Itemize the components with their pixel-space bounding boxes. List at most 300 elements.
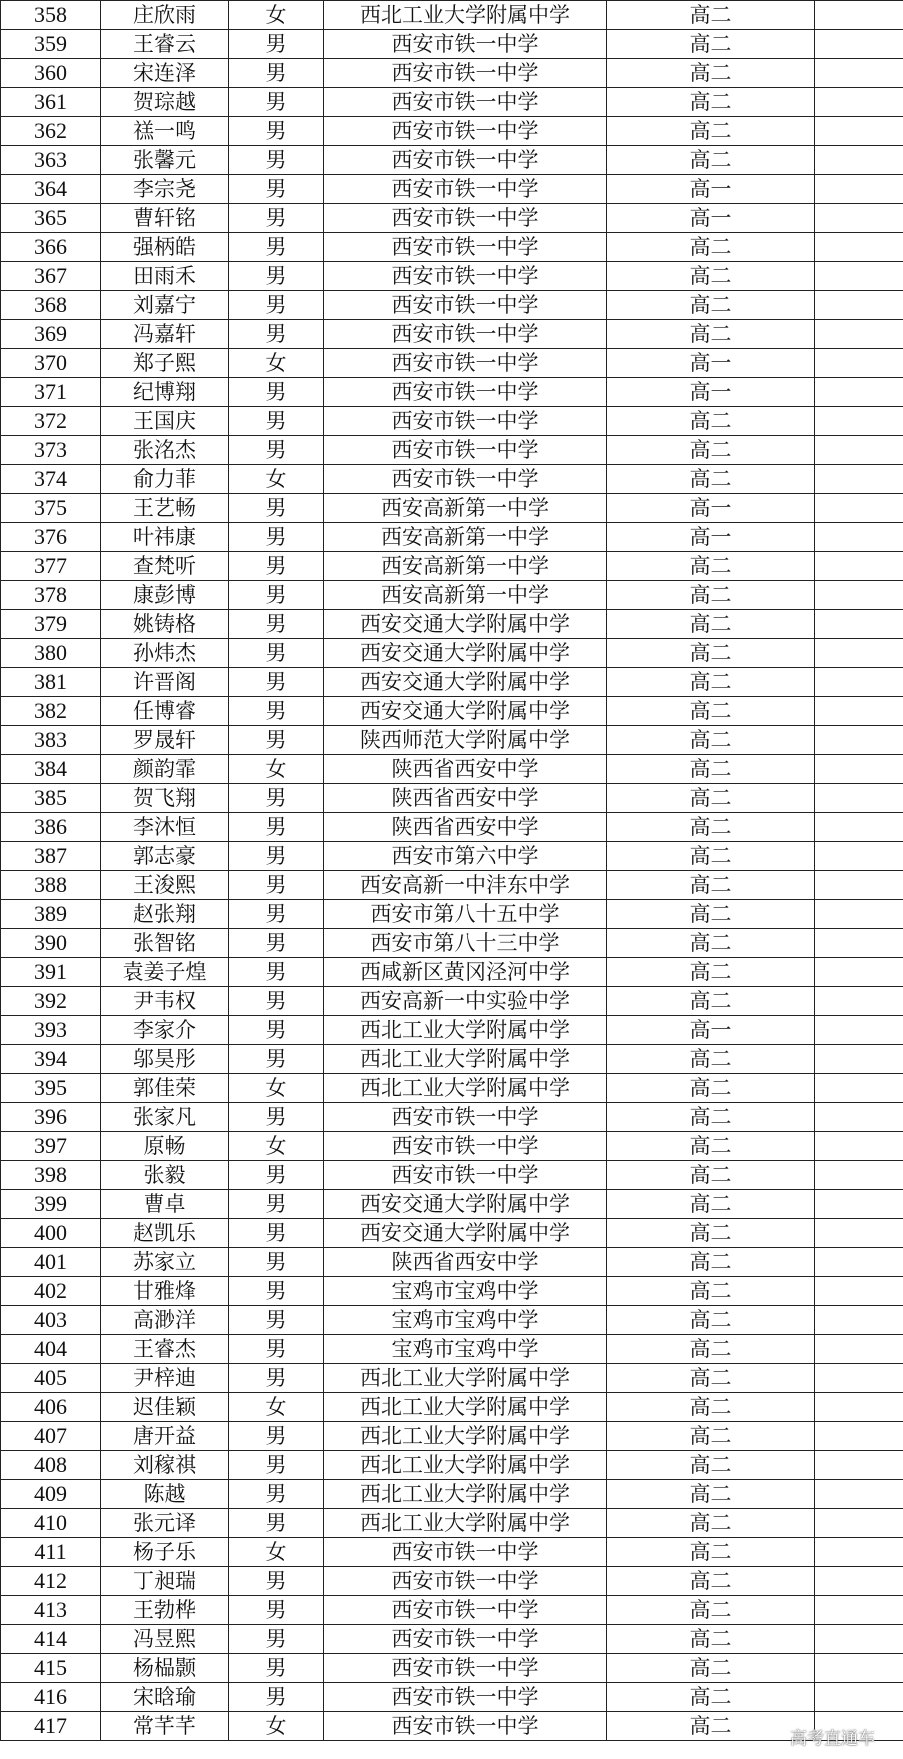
table-row — [1, 436, 903, 465]
cell-grade: 高二 — [607, 929, 815, 958]
cell-blank — [815, 813, 903, 842]
cell-blank — [815, 523, 903, 552]
cell-name: 宋晗瑜 — [101, 1683, 229, 1712]
cell-gender: 男 — [229, 1248, 324, 1277]
cell-gender: 男 — [229, 436, 324, 465]
cell-gender: 男 — [229, 697, 324, 726]
cell-name: 李宗尧 — [101, 175, 229, 204]
cell-name: 曹轩铭 — [101, 204, 229, 233]
table-row — [1, 1219, 903, 1248]
cell-gender: 男 — [229, 1567, 324, 1596]
cell-school: 西咸新区黄冈泾河中学 — [324, 958, 607, 987]
table-row — [1, 813, 903, 842]
cell-blank — [815, 1596, 903, 1625]
cell-number: 359 — [1, 30, 101, 59]
cell-grade: 高二 — [607, 900, 815, 929]
cell-number: 378 — [1, 581, 101, 610]
cell-gender: 男 — [229, 900, 324, 929]
cell-grade: 高二 — [607, 1422, 815, 1451]
cell-number: 395 — [1, 1074, 101, 1103]
cell-school: 西安市铁一中学 — [324, 1654, 607, 1683]
cell-blank — [815, 697, 903, 726]
cell-school: 西安市铁一中学 — [324, 1683, 607, 1712]
cell-blank — [815, 1683, 903, 1712]
cell-school: 西安高新一中沣东中学 — [324, 871, 607, 900]
table-row — [1, 291, 903, 320]
cell-grade: 高二 — [607, 117, 815, 146]
cell-blank — [815, 1567, 903, 1596]
watermark-text: 高考直通车 — [790, 1729, 875, 1749]
cell-gender: 男 — [229, 1277, 324, 1306]
cell-school: 西安交通大学附属中学 — [324, 610, 607, 639]
table-row — [1, 1625, 903, 1654]
cell-blank — [815, 610, 903, 639]
table-row — [1, 871, 903, 900]
cell-number: 380 — [1, 639, 101, 668]
cell-blank — [815, 726, 903, 755]
cell-number: 390 — [1, 929, 101, 958]
cell-name: 曹卓 — [101, 1190, 229, 1219]
cell-blank — [815, 1422, 903, 1451]
cell-number: 396 — [1, 1103, 101, 1132]
table-row — [1, 1451, 903, 1480]
cell-blank — [815, 117, 903, 146]
cell-name: 李家介 — [101, 1016, 229, 1045]
table-row — [1, 1016, 903, 1045]
cell-grade: 高二 — [607, 146, 815, 175]
cell-gender: 男 — [229, 581, 324, 610]
table-row — [1, 639, 903, 668]
table-row — [1, 668, 903, 697]
table-row — [1, 1654, 903, 1683]
cell-blank — [815, 233, 903, 262]
cell-school: 西北工业大学附属中学 — [324, 1451, 607, 1480]
cell-blank — [815, 291, 903, 320]
cell-grade: 高二 — [607, 1103, 815, 1132]
cell-school: 西安交通大学附属中学 — [324, 697, 607, 726]
cell-name: 颜韵霏 — [101, 755, 229, 784]
table-row — [1, 465, 903, 494]
cell-name: 强柄皓 — [101, 233, 229, 262]
cell-name: 张馨元 — [101, 146, 229, 175]
cell-name: 刘嘉宁 — [101, 291, 229, 320]
cell-school: 西北工业大学附属中学 — [324, 1016, 607, 1045]
cell-grade: 高二 — [607, 1654, 815, 1683]
cell-name: 贺琮越 — [101, 88, 229, 117]
cell-name: 禚一鸣 — [101, 117, 229, 146]
cell-number: 389 — [1, 900, 101, 929]
cell-blank — [815, 1451, 903, 1480]
table-row — [1, 233, 903, 262]
cell-gender: 男 — [229, 610, 324, 639]
cell-school: 西安市铁一中学 — [324, 59, 607, 88]
cell-gender: 男 — [229, 117, 324, 146]
cell-grade: 高二 — [607, 842, 815, 871]
cell-school: 西北工业大学附属中学 — [324, 1045, 607, 1074]
cell-name: 杨榀颢 — [101, 1654, 229, 1683]
cell-name: 纪博翔 — [101, 378, 229, 407]
cell-school: 西安市第八十三中学 — [324, 929, 607, 958]
cell-name: 高渺洋 — [101, 1306, 229, 1335]
cell-number: 415 — [1, 1654, 101, 1683]
cell-number: 372 — [1, 407, 101, 436]
cell-name: 李沐恒 — [101, 813, 229, 842]
cell-school: 西安市铁一中学 — [324, 436, 607, 465]
cell-name: 杨子乐 — [101, 1538, 229, 1567]
cell-grade: 高二 — [607, 813, 815, 842]
cell-name: 张家凡 — [101, 1103, 229, 1132]
table-row — [1, 175, 903, 204]
table-row — [1, 581, 903, 610]
cell-number: 399 — [1, 1190, 101, 1219]
cell-number: 401 — [1, 1248, 101, 1277]
cell-name: 王勃桦 — [101, 1596, 229, 1625]
cell-grade: 高二 — [607, 1567, 815, 1596]
cell-blank — [815, 1132, 903, 1161]
cell-number: 373 — [1, 436, 101, 465]
cell-grade: 高二 — [607, 436, 815, 465]
table-row — [1, 349, 903, 378]
cell-gender: 女 — [229, 1074, 324, 1103]
table-row — [1, 59, 903, 88]
table-row — [1, 958, 903, 987]
cell-blank — [815, 262, 903, 291]
cell-school: 西安市第六中学 — [324, 842, 607, 871]
cell-gender: 男 — [229, 523, 324, 552]
cell-name: 尹韦权 — [101, 987, 229, 1016]
cell-gender: 女 — [229, 465, 324, 494]
cell-grade: 高二 — [607, 784, 815, 813]
cell-name: 苏家立 — [101, 1248, 229, 1277]
cell-gender: 男 — [229, 1422, 324, 1451]
cell-gender: 女 — [229, 1393, 324, 1422]
cell-grade: 高二 — [607, 1219, 815, 1248]
cell-blank — [815, 958, 903, 987]
table-row — [1, 1103, 903, 1132]
cell-number: 397 — [1, 1132, 101, 1161]
cell-school: 西安交通大学附属中学 — [324, 639, 607, 668]
cell-number: 377 — [1, 552, 101, 581]
cell-school: 西安市铁一中学 — [324, 1132, 607, 1161]
cell-gender: 女 — [229, 1132, 324, 1161]
cell-blank — [815, 784, 903, 813]
cell-name: 郑子熙 — [101, 349, 229, 378]
table-row — [1, 146, 903, 175]
cell-gender: 男 — [229, 1451, 324, 1480]
table-row — [1, 262, 903, 291]
table-row — [1, 1567, 903, 1596]
cell-number: 387 — [1, 842, 101, 871]
cell-blank — [815, 1393, 903, 1422]
cell-school: 西北工业大学附属中学 — [324, 1422, 607, 1451]
cell-blank — [815, 1074, 903, 1103]
cell-name: 康彭博 — [101, 581, 229, 610]
table-row — [1, 755, 903, 784]
table-row — [1, 320, 903, 349]
cell-name: 王睿云 — [101, 30, 229, 59]
cell-name: 庄欣雨 — [101, 1, 229, 30]
cell-grade: 高二 — [607, 407, 815, 436]
cell-grade: 高二 — [607, 1451, 815, 1480]
cell-school: 西安市铁一中学 — [324, 291, 607, 320]
cell-gender: 男 — [229, 30, 324, 59]
cell-school: 西安市铁一中学 — [324, 1103, 607, 1132]
cell-blank — [815, 1219, 903, 1248]
cell-school: 西安市铁一中学 — [324, 30, 607, 59]
cell-name: 贺飞翔 — [101, 784, 229, 813]
cell-number: 368 — [1, 291, 101, 320]
cell-blank — [815, 581, 903, 610]
cell-blank — [815, 59, 903, 88]
table-row — [1, 1277, 903, 1306]
cell-grade: 高二 — [607, 1248, 815, 1277]
cell-gender: 男 — [229, 1509, 324, 1538]
cell-grade: 高二 — [607, 59, 815, 88]
cell-grade: 高二 — [607, 262, 815, 291]
cell-number: 365 — [1, 204, 101, 233]
cell-number: 385 — [1, 784, 101, 813]
cell-name: 刘稼祺 — [101, 1451, 229, 1480]
cell-school: 西安市铁一中学 — [324, 262, 607, 291]
cell-gender: 男 — [229, 1190, 324, 1219]
cell-blank — [815, 1277, 903, 1306]
cell-school: 西安市铁一中学 — [324, 1161, 607, 1190]
cell-school: 陕西省西安中学 — [324, 784, 607, 813]
cell-name: 迟佳颖 — [101, 1393, 229, 1422]
cell-blank — [815, 1480, 903, 1509]
cell-grade: 高二 — [607, 1190, 815, 1219]
cell-gender: 男 — [229, 291, 324, 320]
cell-grade: 高二 — [607, 30, 815, 59]
cell-school: 西安市铁一中学 — [324, 1538, 607, 1567]
cell-name: 邬昊彤 — [101, 1045, 229, 1074]
table-row — [1, 784, 903, 813]
cell-number: 410 — [1, 1509, 101, 1538]
cell-school: 陕西省西安中学 — [324, 1248, 607, 1277]
cell-name: 王睿杰 — [101, 1335, 229, 1364]
cell-number: 416 — [1, 1683, 101, 1712]
cell-school: 西安市第八十五中学 — [324, 900, 607, 929]
cell-grade: 高二 — [607, 1625, 815, 1654]
cell-number: 404 — [1, 1335, 101, 1364]
table-row — [1, 1161, 903, 1190]
cell-name: 俞力菲 — [101, 465, 229, 494]
cell-number: 381 — [1, 668, 101, 697]
cell-gender: 男 — [229, 1654, 324, 1683]
cell-gender: 女 — [229, 755, 324, 784]
cell-number: 394 — [1, 1045, 101, 1074]
cell-school: 西安交通大学附属中学 — [324, 668, 607, 697]
cell-number: 414 — [1, 1625, 101, 1654]
cell-grade: 高一 — [607, 494, 815, 523]
cell-school: 西安市铁一中学 — [324, 88, 607, 117]
table-row — [1, 88, 903, 117]
cell-name: 查梵听 — [101, 552, 229, 581]
cell-number: 411 — [1, 1538, 101, 1567]
cell-grade: 高二 — [607, 755, 815, 784]
cell-number: 384 — [1, 755, 101, 784]
cell-number: 369 — [1, 320, 101, 349]
cell-blank — [815, 30, 903, 59]
cell-gender: 男 — [229, 88, 324, 117]
cell-school: 西北工业大学附属中学 — [324, 1509, 607, 1538]
cell-blank — [815, 1538, 903, 1567]
cell-school: 西北工业大学附属中学 — [324, 1, 607, 30]
cell-blank — [815, 1625, 903, 1654]
cell-grade: 高二 — [607, 987, 815, 1016]
cell-grade: 高一 — [607, 349, 815, 378]
cell-gender: 男 — [229, 813, 324, 842]
cell-grade: 高二 — [607, 1364, 815, 1393]
cell-blank — [815, 668, 903, 697]
table-row — [1, 1190, 903, 1219]
cell-grade: 高一 — [607, 523, 815, 552]
table-row — [1, 1480, 903, 1509]
cell-gender: 男 — [229, 552, 324, 581]
cell-grade: 高二 — [607, 1480, 815, 1509]
cell-school: 西北工业大学附属中学 — [324, 1393, 607, 1422]
cell-grade: 高二 — [607, 291, 815, 320]
cell-number: 386 — [1, 813, 101, 842]
cell-name: 尹梓迪 — [101, 1364, 229, 1393]
cell-name: 陈越 — [101, 1480, 229, 1509]
cell-blank — [815, 871, 903, 900]
cell-blank — [815, 1, 903, 30]
cell-school: 西北工业大学附属中学 — [324, 1480, 607, 1509]
cell-school: 宝鸡市宝鸡中学 — [324, 1277, 607, 1306]
cell-number: 392 — [1, 987, 101, 1016]
cell-gender: 男 — [229, 175, 324, 204]
cell-number: 407 — [1, 1422, 101, 1451]
table-row — [1, 1074, 903, 1103]
cell-gender: 男 — [229, 958, 324, 987]
cell-school: 西安市铁一中学 — [324, 175, 607, 204]
cell-blank — [815, 1509, 903, 1538]
table-row — [1, 1335, 903, 1364]
cell-grade: 高二 — [607, 233, 815, 262]
cell-school: 西安市铁一中学 — [324, 378, 607, 407]
cell-number: 362 — [1, 117, 101, 146]
cell-name: 丁昶瑞 — [101, 1567, 229, 1596]
cell-name: 张智铭 — [101, 929, 229, 958]
cell-number: 403 — [1, 1306, 101, 1335]
cell-school: 西安交通大学附属中学 — [324, 1190, 607, 1219]
cell-school: 西安市铁一中学 — [324, 465, 607, 494]
cell-gender: 男 — [229, 494, 324, 523]
cell-school: 陕西省西安中学 — [324, 813, 607, 842]
cell-number: 406 — [1, 1393, 101, 1422]
cell-number: 413 — [1, 1596, 101, 1625]
cell-name: 甘雅烽 — [101, 1277, 229, 1306]
cell-gender: 男 — [229, 1683, 324, 1712]
cell-blank — [815, 987, 903, 1016]
cell-gender: 男 — [229, 871, 324, 900]
cell-school: 西安高新第一中学 — [324, 523, 607, 552]
cell-school: 西安市铁一中学 — [324, 1712, 607, 1741]
cell-name: 张洺杰 — [101, 436, 229, 465]
cell-gender: 男 — [229, 1335, 324, 1364]
cell-number: 393 — [1, 1016, 101, 1045]
cell-blank — [815, 1016, 903, 1045]
cell-grade: 高二 — [607, 1712, 815, 1741]
cell-grade: 高二 — [607, 1074, 815, 1103]
table-row — [1, 726, 903, 755]
cell-blank — [815, 900, 903, 929]
cell-grade: 高一 — [607, 1016, 815, 1045]
cell-grade: 高二 — [607, 639, 815, 668]
table-row — [1, 1683, 903, 1712]
cell-gender: 男 — [229, 639, 324, 668]
cell-grade: 高二 — [607, 697, 815, 726]
cell-blank — [815, 755, 903, 784]
cell-number: 398 — [1, 1161, 101, 1190]
cell-gender: 女 — [229, 1, 324, 30]
cell-grade: 高一 — [607, 204, 815, 233]
table-row — [1, 523, 903, 552]
cell-blank — [815, 407, 903, 436]
cell-gender: 男 — [229, 784, 324, 813]
cell-school: 西安市铁一中学 — [324, 204, 607, 233]
table-row — [1, 1596, 903, 1625]
cell-number: 388 — [1, 871, 101, 900]
cell-gender: 男 — [229, 1219, 324, 1248]
cell-grade: 高二 — [607, 465, 815, 494]
cell-blank — [815, 204, 903, 233]
cell-grade: 高二 — [607, 1277, 815, 1306]
cell-grade: 高二 — [607, 871, 815, 900]
cell-grade: 高二 — [607, 581, 815, 610]
cell-name: 赵凯乐 — [101, 1219, 229, 1248]
table-row — [1, 552, 903, 581]
cell-blank — [815, 146, 903, 175]
cell-blank — [815, 552, 903, 581]
cell-grade: 高二 — [607, 1538, 815, 1567]
cell-blank — [815, 1306, 903, 1335]
cell-blank — [815, 494, 903, 523]
cell-school: 陕西师范大学附属中学 — [324, 726, 607, 755]
cell-school: 西安市铁一中学 — [324, 1567, 607, 1596]
cell-name: 郭佳荣 — [101, 1074, 229, 1103]
cell-blank — [815, 1364, 903, 1393]
cell-gender: 男 — [229, 320, 324, 349]
cell-name: 冯昱熙 — [101, 1625, 229, 1654]
cell-gender: 男 — [229, 1045, 324, 1074]
cell-name: 张元译 — [101, 1509, 229, 1538]
cell-name: 任博睿 — [101, 697, 229, 726]
cell-blank — [815, 1190, 903, 1219]
cell-grade: 高二 — [607, 1045, 815, 1074]
cell-number: 366 — [1, 233, 101, 262]
cell-school: 西安高新第一中学 — [324, 552, 607, 581]
cell-name: 罗晟轩 — [101, 726, 229, 755]
cell-number: 360 — [1, 59, 101, 88]
table-row — [1, 1393, 903, 1422]
table-row — [1, 842, 903, 871]
cell-blank — [815, 1335, 903, 1364]
cell-blank — [815, 1654, 903, 1683]
cell-grade: 高二 — [607, 88, 815, 117]
cell-number: 379 — [1, 610, 101, 639]
table-row — [1, 117, 903, 146]
cell-number: 375 — [1, 494, 101, 523]
cell-school: 西安高新第一中学 — [324, 494, 607, 523]
cell-gender: 男 — [229, 1306, 324, 1335]
table-row — [1, 1045, 903, 1074]
cell-grade: 高二 — [607, 1683, 815, 1712]
table-row — [1, 1422, 903, 1451]
cell-name: 姚铸格 — [101, 610, 229, 639]
cell-school: 西安高新一中实验中学 — [324, 987, 607, 1016]
